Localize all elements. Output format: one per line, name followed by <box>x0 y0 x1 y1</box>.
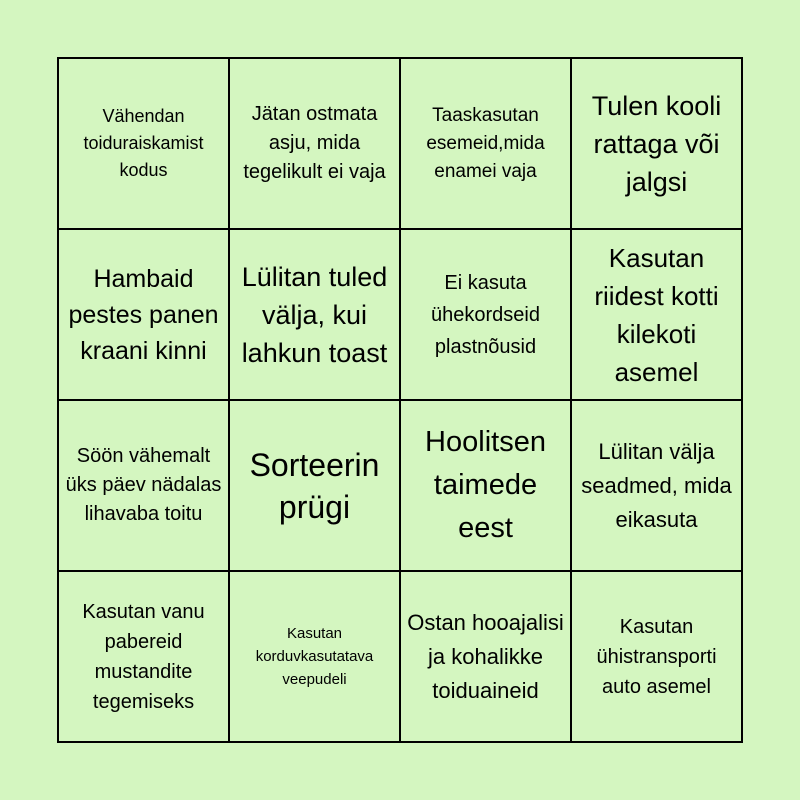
cell-text: Kasutan vanu pabereid mustandite tegemiseks <box>82 600 205 713</box>
cell-text: Söön vähemalt üks päev nädalas lihavaba toitu <box>65 445 222 525</box>
cell-text: Sorteerin prügi <box>249 446 380 525</box>
bingo-cell[interactable] <box>229 571 400 742</box>
bingo-cell[interactable] <box>58 58 229 229</box>
cell-text: Taaskasutan esemeid,mida enamei vaja <box>426 104 545 182</box>
cell-text: Ei kasuta ühekordseid plastnõusid <box>431 271 540 358</box>
bingo-cell[interactable] <box>400 229 571 400</box>
cell-text: Tulen kooli rattaga või jalgsi <box>591 90 722 197</box>
bingo-cell[interactable] <box>229 400 400 571</box>
bingo-cell[interactable] <box>571 58 742 229</box>
cell-text: Lülitan välja seadmed, mida eikasuta <box>581 438 732 532</box>
bingo-cell[interactable] <box>400 58 571 229</box>
bingo-cell[interactable] <box>571 229 742 400</box>
cell-text: Kasutan riidest kotti kilekoti asemel <box>594 242 719 387</box>
cell-text: Hoolitsen taimede eest <box>425 426 546 544</box>
cell-text: Jätan ostmata asju, mida tegelikult ei vaja <box>243 103 386 183</box>
cell-text: Ostan hooajalisi ja kohalikke toiduaineid <box>407 609 564 703</box>
bingo-cell[interactable] <box>571 571 742 742</box>
bingo-cell[interactable] <box>229 58 400 229</box>
bingo-cell[interactable] <box>58 571 229 742</box>
cell-text: Vähendan toiduraiskamist kodus <box>83 106 204 180</box>
cell-text: Kasutan ühistransporti auto asemel <box>596 615 717 698</box>
bingo-cell[interactable] <box>58 400 229 571</box>
bingo-cell[interactable] <box>400 571 571 742</box>
bingo-cell[interactable] <box>400 400 571 571</box>
cell-text: Hambaid pestes panen kraani kinni <box>68 264 219 365</box>
cell-text: Kasutan korduvkasutatava veepudeli <box>255 625 374 688</box>
bingo-cell[interactable] <box>58 229 229 400</box>
bingo-board <box>57 57 743 743</box>
bingo-cell[interactable] <box>229 229 400 400</box>
bingo-cell[interactable] <box>571 400 742 571</box>
cell-text: Lülitan tuled välja, kui lahkun toast <box>241 261 388 368</box>
